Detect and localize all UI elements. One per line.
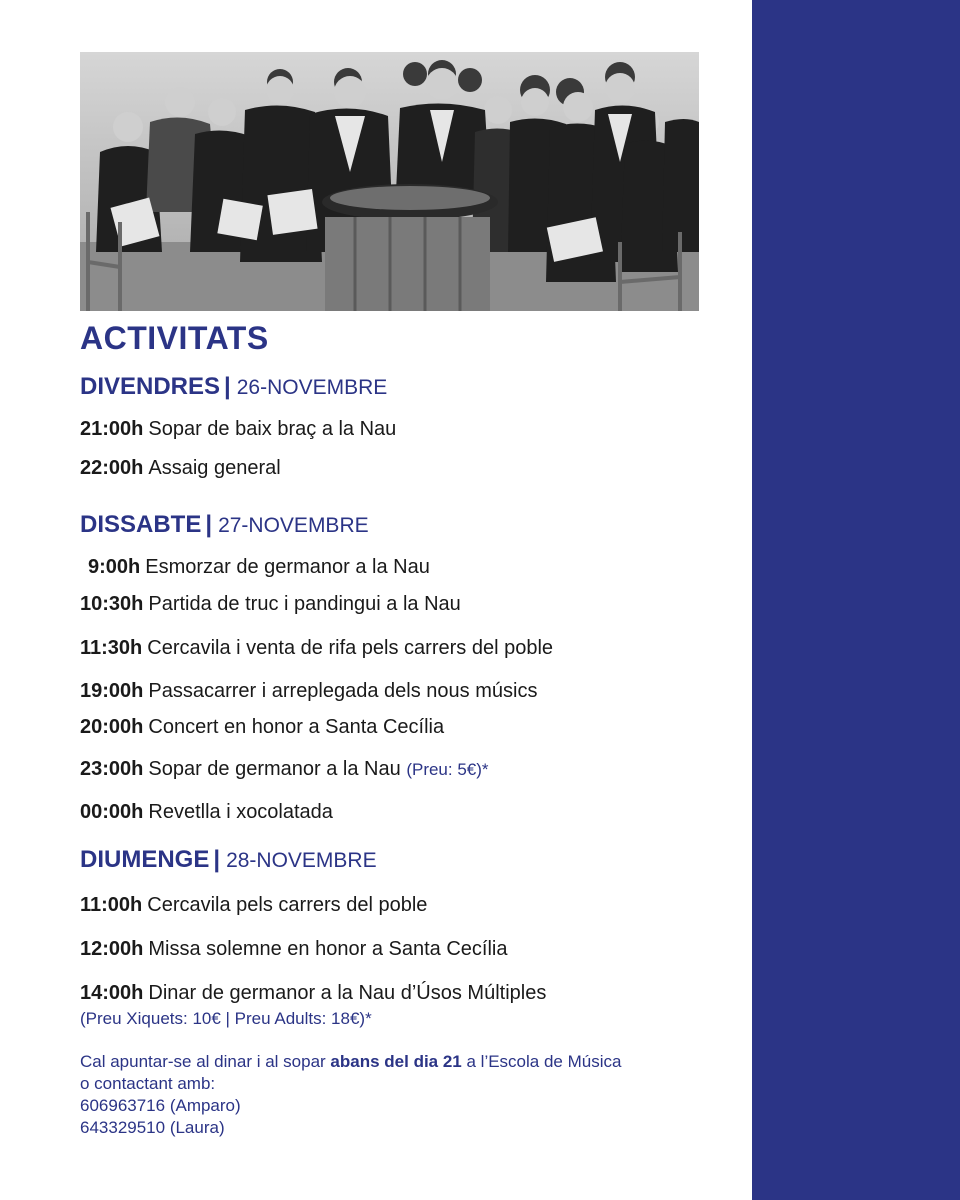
event-text: Passacarrer i arreplegada dels nous músics <box>148 680 538 702</box>
event-time: 10:30h <box>80 593 144 615</box>
event-time: 21:00h <box>80 418 144 440</box>
event-row <box>80 591 740 617</box>
event-row <box>80 635 740 661</box>
event-text: Revetlla i xocolatada <box>148 801 333 823</box>
section-title: ACTIVITATS <box>80 320 269 356</box>
footer-text: Cal apuntar-se al dinar i al sopar <box>80 1052 331 1071</box>
contact-phone: 643329510 (Laura) <box>80 1118 225 1137</box>
contact-phone: 606963716 (Amparo) <box>80 1096 241 1115</box>
event-time: 00:00h <box>80 801 144 823</box>
day-header <box>80 372 740 403</box>
event-time: 23:00h <box>80 758 144 780</box>
event-row <box>80 455 740 481</box>
event-row <box>80 678 740 704</box>
event-row <box>80 416 740 442</box>
event-price-note: (Preu Xiquets: 10€ | Preu Adults: 18€)* <box>80 1009 372 1028</box>
day-header <box>80 845 740 876</box>
day-header <box>80 510 740 541</box>
event-row <box>80 980 740 1006</box>
event-text: Sopar de germanor a la Nau <box>148 758 401 780</box>
day-separator: | <box>224 373 231 400</box>
event-text: Dinar de germanor a la Nau d’Úsos Múltiples <box>148 982 547 1004</box>
side-color-band <box>752 0 960 1200</box>
event-time: 20:00h <box>80 716 144 738</box>
registration-note <box>80 1051 740 1139</box>
event-time: 14:00h <box>80 982 144 1004</box>
event-text: Assaig general <box>148 457 281 479</box>
day-date: 28-NOVEMBRE <box>226 849 377 872</box>
day-name: DIVENDRES <box>80 373 221 400</box>
event-row <box>80 756 740 783</box>
event-text: Concert en honor a Santa Cecília <box>148 716 445 738</box>
day-name: DISSABTE <box>80 511 202 538</box>
event-text: Esmorzar de germanor a la Nau <box>145 556 430 578</box>
event-row <box>80 936 740 962</box>
event-text: Missa solemne en honor a Santa Cecília <box>148 938 508 960</box>
event-text: Sopar de baix braç a la Nau <box>148 418 397 440</box>
event-row <box>80 799 740 825</box>
day-name: DIUMENGE <box>80 846 210 873</box>
event-time: 11:00h <box>80 894 143 916</box>
event-row <box>80 554 740 580</box>
event-row <box>80 892 740 918</box>
group-photo <box>80 52 699 311</box>
day-section-friday <box>80 372 740 481</box>
day-separator: | <box>205 511 213 538</box>
event-text: Cercavila i venta de rifa pels carrers del poble <box>147 637 554 659</box>
event-text: Cercavila pels carrers del poble <box>147 894 428 916</box>
day-date: 26-NOVEMBRE <box>236 376 388 399</box>
day-date: 27-NOVEMBRE <box>218 514 369 537</box>
event-time: 19:00h <box>80 680 144 702</box>
day-section-saturday <box>80 510 740 825</box>
event-row <box>80 714 740 740</box>
event-time: 9:00h <box>88 556 141 578</box>
footer-text: a l’Escola de Música <box>461 1052 622 1071</box>
day-separator: | <box>213 846 221 873</box>
day-section-sunday <box>80 845 740 1030</box>
group-photo-illustration <box>80 52 699 311</box>
event-time: 11:30h <box>80 637 143 659</box>
footer-deadline: abans del dia 21 <box>330 1052 462 1071</box>
event-time: 22:00h <box>80 457 144 479</box>
event-time: 12:00h <box>80 938 144 960</box>
footer-line <box>80 1051 740 1073</box>
event-text: Partida de truc i pandingui a la Nau <box>148 593 461 615</box>
activities-list <box>80 318 740 1139</box>
event-price-note: (Preu: 5€)* <box>406 760 489 779</box>
footer-line: o contactant amb: <box>80 1074 216 1093</box>
